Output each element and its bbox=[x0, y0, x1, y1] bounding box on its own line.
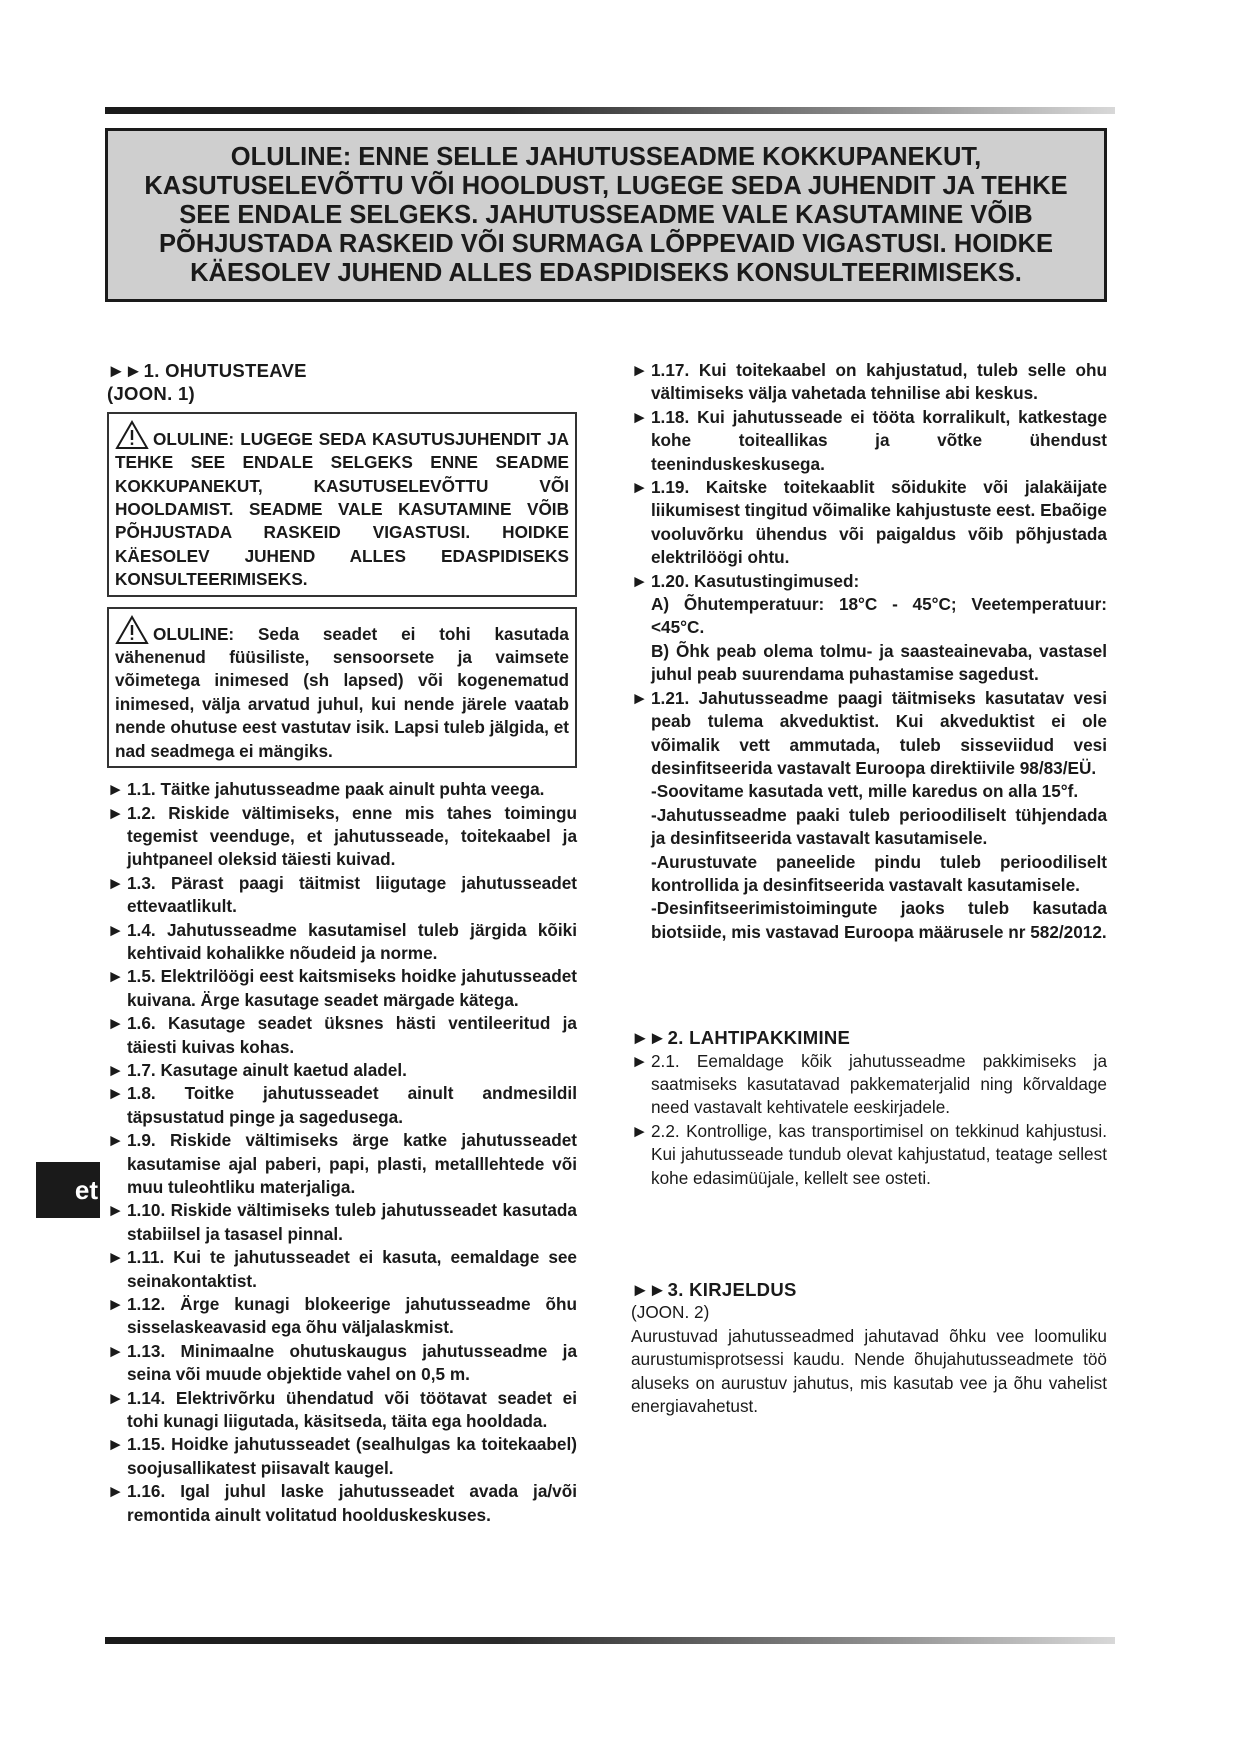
list-item: ► 1.10. Riskide vältimiseks tuleb jahutusseadet kasutada stabiilsel ja tasasel pinnal. bbox=[107, 1200, 577, 1244]
list-item: ► 1.17. Kui toitekaabel on kahjustatud, tuleb selle ohu vältimiseks välja vahetada tehnilise abi keskus. bbox=[631, 360, 1107, 404]
section2-heading: ►► 2. LAHTIPAKKIMINE bbox=[631, 1027, 851, 1049]
list-item: ► 1.14. Elektrivõrku ühendatud või töötavat seadet ei tohi kunagi liigutada, käsitseda, täita ega hooldada. bbox=[107, 1387, 577, 1432]
list-item: ► 1.18. Kui jahutusseade ei tööta korralikult, katkestage kohe toiteallikas ja võtke ühendust teeninduskeskusega. bbox=[631, 406, 1107, 474]
list-item: ► 1.7. Kasutage ainult kaetud aladel. bbox=[107, 1059, 407, 1080]
section1-title: 1. OHUTUSTEAVE bbox=[143, 360, 307, 381]
banner-text: OLULINE: ENNE SELLE JAHUTUSSEADME KOKKUPANEKUT, KASUTUSELEVÕTTU VÕI HOOLDUST, LUGEGE SEDA JUHENDIT JA TEHKE SEE ENDALE SELGEKS. JAHUTUSSEADME VALE KASUTAMINE VÕIB PÕHJUSTADA RASKEID VÕI SURMAGA LÕPPEVAID VIGASTUSI. HOIDKE KÄESOLEV JUHEND ALLES EDASPIDISEKS KONSULTEERIMISEKS. bbox=[144, 142, 1068, 287]
list-item: ► 1.8. Toitke jahutusseadet ainult andmesildil täpsustatud pinge ja sagedusega. bbox=[107, 1083, 577, 1127]
section3-subtitle: (JOON. 2) bbox=[631, 1302, 710, 1323]
warning-1-text: OLULINE: LUGEGE SEDA KASUTUSJUHENDIT JA TEHKE SEE ENDALE SELGEKS ENNE SEADME KOKKUPANEKUT, KASUTUSELEVÕTTU VÕI HOOLDAMIST. SEADME VALE KASUTAMINE VÕIB PÕHJUSTADA RASKEID VIGASTUSI. HOIDKE KÄESOLEV JUHEND ALLES EDASPIDISEKS KONSULTEERIMISEKS. bbox=[115, 428, 569, 590]
warning-box-2 bbox=[107, 607, 577, 768]
warning-box-1 bbox=[107, 412, 577, 597]
list-item: ► 2.2. Kontrollige, kas transportimisel on tekkinud kahjustusi. Kui jahutusseade tundub olevat kahjustatud, teatage sellest kohe edasimüüjale, kellelt see osteti. bbox=[631, 1120, 1107, 1188]
section2 bbox=[631, 1026, 1107, 1190]
item-1-20-a: A) Õhutemperatuur: 18°C - 45°C; Veetemperatuur: <45°C. bbox=[651, 594, 1107, 638]
item-1-21-p1: -Soovitame kasutada vett, mille karedus on alla 15°f. bbox=[651, 781, 1079, 802]
list-item: ► 1.12. Ärge kunagi blokeerige jahutusseadme õhu sisselaskeavasid ega õhu väljalaskmist. bbox=[107, 1294, 577, 1338]
warning-triangle-icon bbox=[115, 420, 149, 450]
list-item: ► 1.11. Kui te jahutusseadet ei kasuta, eemaldage see seinakontaktist. bbox=[107, 1247, 577, 1291]
list-item: ► 1.4. Jahutusseadme kasutamisel tuleb järgida kõiki kehtivaid kohalikke nõudeid ja norme. bbox=[107, 919, 577, 963]
list-item: ► 1.16. Igal juhul laske jahutusseadet avada ja/või remontida ainult volitatud hoolduskeskuses. bbox=[107, 1481, 577, 1525]
item-1-20-b: B) Õhk peab olema tolmu- ja saasteainevaba, vastasel juhul peab suurendama puhastamise sagedust. bbox=[651, 640, 1107, 685]
important-notice-banner bbox=[105, 128, 1107, 302]
list-item: ► 1.9. Riskide vältimiseks ärge katke jahutusseadet kasutamise ajal paberi, papi, plasti, metalllehtede või muu tuleohtliku materjaliga. bbox=[107, 1130, 577, 1197]
top-divider bbox=[105, 107, 1115, 114]
section3 bbox=[631, 1278, 1107, 1418]
warning-2-text: OLULINE: Seda seadet ei tohi kasutada vähenenud füüsiliste, sensoorsete ja vaimsete võimetega inimesed (sh lapsed) või kogenematud inimesed, välja arvatud juhul, kui nende järele vaatab nende ohutuse eest vastutav isik. Lapsi tuleb jälgida, et nad seadmega ei mängiks. bbox=[115, 623, 569, 761]
section3-title: 3. KIRJELDUS bbox=[667, 1279, 797, 1300]
list-item: ► 1.3. Pärast paagi täitmist liigutage jahutusseadet ettevaatlikult. bbox=[107, 872, 577, 917]
list-item: ► 2.1. Eemaldage kõik jahutusseadme pakkimiseks ja saatmiseks kasutatavad pakkematerjalid ning kõrvaldage need vastavalt kehtivatele eeskirjadele. bbox=[631, 1050, 1107, 1118]
list-item: ► 1.5. Elektrilöögi eest kaitsmiseks hoidke jahutusseadet kuivana. Ärge kasutage seadet märgade kätega. bbox=[107, 966, 577, 1010]
section1-subtitle: (JOON. 1) bbox=[107, 383, 196, 405]
list-item: ► 1.19. Kaitske toitekaablit sõidukite või jalakäijate liikumisest tingitud võimalike kahjustuste eest. Ebaõige vooluvõrku ühendus või paigaldus võib põhjustada elektrilöögi ohtu. bbox=[631, 477, 1107, 568]
left-column bbox=[107, 359, 577, 1527]
list-item: ► 1.2. Riskide vältimiseks, enne mis tahes toimingu tegemist veenduge, et jahutusseade, toitekaabel ja juhtpaneel oleksid täiesti kuivad. bbox=[107, 802, 577, 870]
section3-heading: ►► 3. KIRJELDUS bbox=[631, 1279, 797, 1300]
section3-text: Aurustuvad jahutusseadmed jahutavad õhku vee loomuliku aurustumisprotsessi kaudu. Nende õhujahutusseadmete töö aluseks on aurustuv jahutus, mis kasutab vee ja õhu vahelist energiavahetust. bbox=[631, 1325, 1107, 1417]
section1-arrows: ►► bbox=[107, 360, 142, 381]
list-item: ► 1.13. Minimaalne ohutuskaugus jahutusseadme ja seina või muude objektide vahel on 0,5 m. bbox=[107, 1340, 577, 1385]
item-1-21-p3: -Aurustuvate paneelide pindu tuleb perioodiliselt kontrollida ja desinfitseerida vastavalt kasutamisele. bbox=[651, 851, 1107, 895]
item-1-21-p2: -Jahutusseadme paaki tuleb perioodiliselt tühjendada ja desinfitseerida vastavalt kasutamisele. bbox=[651, 804, 1107, 849]
section2-title: 2. LAHTIPAKKIMINE bbox=[667, 1027, 851, 1049]
section1-heading bbox=[107, 359, 577, 382]
list-item: ► 1.6. Kasutage seadet üksnes hästi ventileeritud ja täiesti kuivas kohas. bbox=[107, 1013, 577, 1057]
warning-triangle-icon bbox=[115, 615, 149, 645]
list-item-1-20: ► 1.20. Kasutustingimused: bbox=[631, 570, 860, 591]
list-item: ► 1.1. Täitke jahutusseadme paak ainult puhta veega. bbox=[107, 779, 545, 800]
language-tab: et bbox=[36, 1162, 100, 1218]
item-1-21-p4: -Desinfitseerimistoimingute jaoks tuleb kasutada biotsiide, mis vastavad Euroopa määrusele nr 582/2012. bbox=[651, 898, 1107, 942]
bottom-divider bbox=[105, 1637, 1115, 1644]
list-item-1-21: ► 1.21. Jahutusseadme paagi täitmiseks kasutatav vesi peab tulema akveduktist. Kui akveduktist ei ole võimalik vett ammutada, tuleb sisseviidud vesi desinfitseerida vastavalt Euroopa direktiivile 98/83/EÜ. bbox=[631, 687, 1107, 778]
right-column bbox=[631, 359, 1107, 1418]
list-item: ► 1.15. Hoidke jahutusseadet (sealhulgas ka toitekaabel) soojusallikatest piisavalt kaugel. bbox=[107, 1434, 577, 1478]
